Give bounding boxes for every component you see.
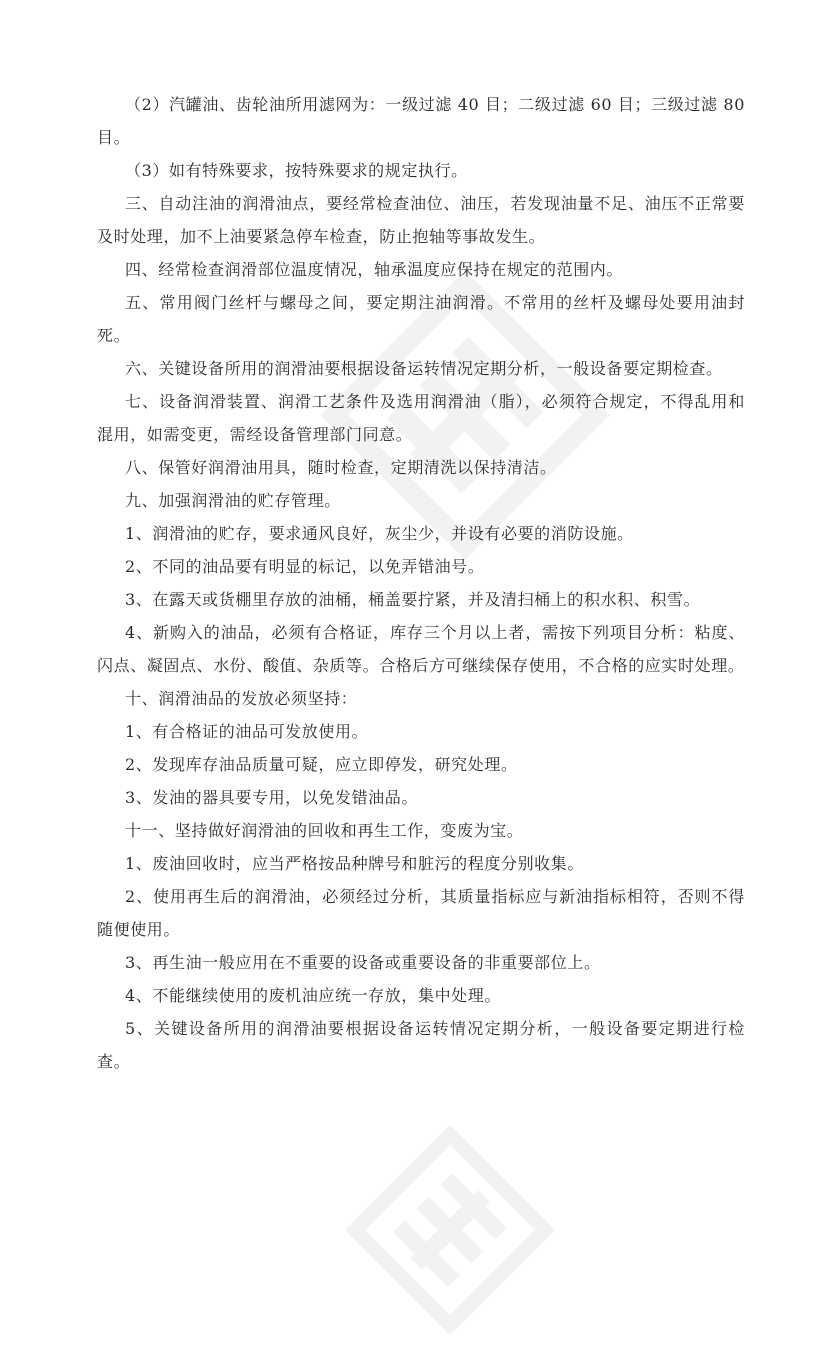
paragraph-section-8: 八、保管好润滑油用具，随时检查，定期清洗以保持清洁。 (125, 458, 557, 477)
paragraph-recycle-item-2: 2、使用再生后的润滑油，必须经过分析，其质量指标应与新油指标相符，否则不得随便使用。 (97, 887, 745, 939)
paragraph-recycle-item-5: 5、关键设备所用的润滑油要根据设备运转情况定期分析，一般设备要定期进行检查。 (97, 1019, 745, 1071)
paragraph-dispense-item-1: 1、有合格证的油品可发放使用。 (125, 722, 369, 741)
paragraph-recycle-item-1: 1、废油回收时，应当严格按品种牌号和脏污的程度分别收集。 (125, 854, 584, 873)
paragraph-section-3: 三、自动注油的润滑油点，要经常检查油位、油压，若发现油量不足、油压不正常要及时处理，加不上油要紧急停车检查，防止抱轴等事故发生。 (97, 194, 745, 246)
paragraph-recycle-item-4: 4、不能继续使用的废机油应统一存放，集中处理。 (125, 986, 501, 1005)
paragraph-recycle-item-3: 3、再生油一般应用在不重要的设备或重要设备的非重要部位上。 (125, 953, 601, 972)
document-body (97, 88, 745, 1078)
paragraph-section-11: 十一、坚持做好润滑油的回收和再生工作，变废为宝。 (125, 821, 524, 840)
paragraph-storage-item-4: 4、新购入的油品，必须有合格证，库存三个月以上者，需按下列项目分析：粘度、闪点、凝固点、水份、酸值、杂质等。合格后方可继续保存使用，不合格的应实时处理。 (97, 623, 745, 675)
paragraph-storage-item-1: 1、润滑油的贮存，要求通风良好，灰尘少，并设有必要的消防设施。 (125, 524, 634, 543)
paragraph-filter-mesh: （2）汽罐油、齿轮油所用滤网为：一级过滤 40 目；二级过滤 60 目；三级过滤 80 目。 (97, 95, 745, 147)
paragraph-section-10: 十、润滑油品的发放必须坚持： (125, 689, 358, 708)
paragraph-storage-item-3: 3、在露天或货棚里存放的油桶，桶盖要拧紧，并及清扫桶上的积水积、积雪。 (125, 590, 701, 609)
watermark-logo-icon (330, 1110, 570, 1350)
paragraph-dispense-item-2: 2、发现库存油品质量可疑，应立即停发，研究处理。 (125, 755, 518, 774)
paragraph-section-6: 六、关键设备所用的润滑油要根据设备运转情况定期分析，一般设备要定期检查。 (125, 359, 723, 378)
paragraph-storage-item-2: 2、不同的油品要有明显的标记，以免弄错油号。 (125, 557, 485, 576)
paragraph-section-9: 九、加强润滑油的贮存管理。 (125, 491, 341, 510)
paragraph-section-4: 四、经常检查润滑部位温度情况，轴承温度应保持在规定的范围内。 (125, 260, 624, 279)
paragraph-special-requirements: （3）如有特殊要求，按特殊要求的规定执行。 (125, 161, 468, 180)
paragraph-dispense-item-3: 3、发油的器具要专用，以免发错油品。 (125, 788, 418, 807)
paragraph-section-5: 五、常用阀门丝杆与螺母之间，要定期注油润滑。不常用的丝杆及螺母处要用油封死。 (97, 293, 745, 345)
paragraph-section-7: 七、设备润滑装置、润滑工艺条件及选用润滑油（脂），必须符合规定，不得乱用和混用，如需变更，需经设备管理部门同意。 (97, 392, 745, 444)
